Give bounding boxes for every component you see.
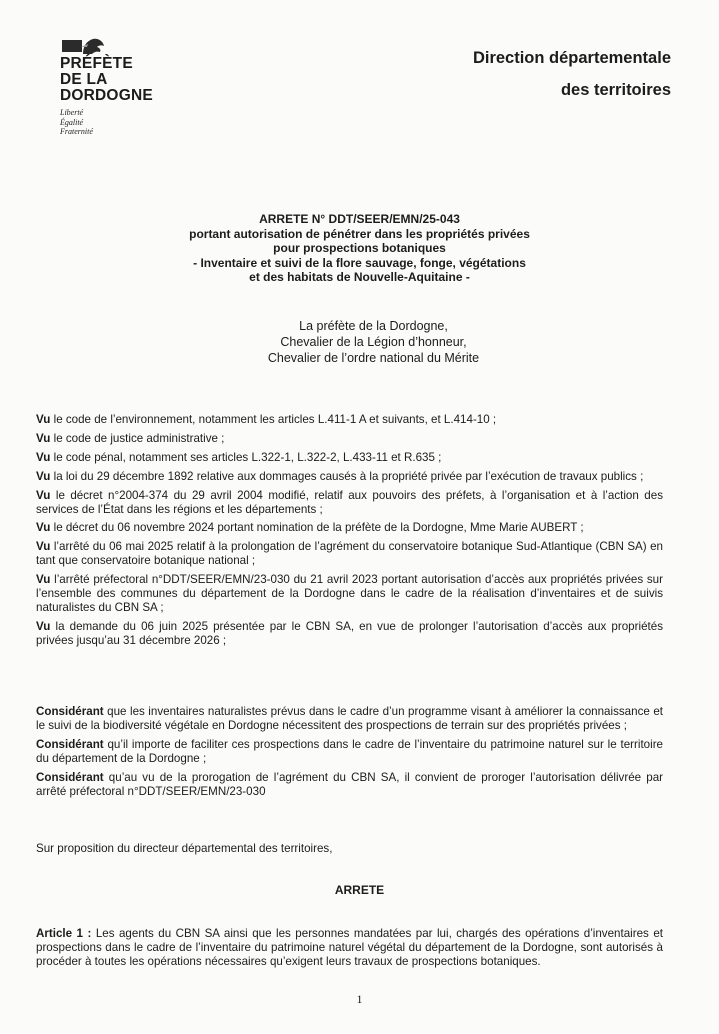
vu-item [36, 451, 663, 465]
vu-text: le décret du 06 novembre 2024 portant nomination de la préfète de la Dordogne, Mme Marie AUBERT ; [50, 521, 584, 535]
vu-item [36, 540, 663, 568]
vu-text: l’arrêté du 06 mai 2025 relatif à la prolongation de l’agrément du conservatoire botanique Sud-Atlantique (CBN SA) en tant que conservatoire botanique national ; [36, 540, 663, 568]
legal-references [36, 413, 663, 653]
decree-title [0, 212, 719, 285]
prefect-line-2: Chevalier de la Légion d’honneur, [280, 335, 467, 349]
marianne-icon [62, 38, 106, 54]
arrete-heading: ARRETE [334, 883, 385, 897]
vu-keyword: Vu [36, 521, 51, 535]
considerant-item [36, 771, 663, 799]
vu-keyword: Vu [36, 573, 51, 587]
vu-keyword: Vu [36, 413, 51, 426]
logo-line-3: DORDOGNE [60, 87, 153, 104]
direction-line-2: des territoires [560, 81, 671, 99]
page-number: 1 [356, 992, 363, 1006]
vu-item [36, 521, 663, 535]
vu-text: l’arrêté préfectoral n°DDT/SEER/EMN/23-030 du 21 avril 2023 portant autorisation d’accès aux propriétés privées sur l’ensemble des communes du département de la Dordogne dans le cadre de la réalisation d’inventaires et de suivis naturalistes du CBN SA ; [36, 573, 663, 614]
vu-keyword: Vu [36, 488, 51, 502]
prefect-titles [0, 318, 719, 366]
vu-text: la demande du 06 juin 2025 présentée par le CBN SA, en vue de prolonger l’autorisation d’accès aux propriétés privées jusqu’au 31 décembre 2026 ; [36, 619, 663, 647]
vu-text: la loi du 29 décembre 1892 relative aux dommages causés à la propriété privée par l’exécution de travaux publics ; [50, 469, 644, 483]
title-line-5: et des habitats de Nouvelle-Aquitaine - [249, 270, 470, 285]
considerant-keyword: Considérant [36, 737, 104, 751]
marianne-profile-icon [79, 38, 105, 54]
article-1 [36, 927, 663, 974]
considerant-keyword: Considérant [36, 770, 104, 784]
title-line-2: portant autorisation de pénétrer dans les propriétés privées [189, 226, 530, 241]
considerant-text: qu’il importe de faciliter ces prospections dans le cadre de l’inventaire du patrimoine naturel sur le territoire du département de la Dordogne ; [36, 737, 663, 765]
title-line-3: pour prospections botaniques [273, 241, 446, 256]
considerant-keyword: Considérant [36, 705, 104, 718]
considerant-item [36, 738, 663, 766]
logo-line-2: DE LA [60, 71, 108, 88]
motto-fraternite: Fraternité [60, 127, 93, 136]
prefect-line-3: Chevalier de l’ordre national du Mérite [267, 351, 480, 365]
vu-item [36, 489, 663, 517]
vu-item [36, 432, 663, 446]
vu-item [36, 413, 663, 427]
vu-item [36, 620, 663, 648]
vu-keyword: Vu [36, 540, 51, 554]
vu-item [36, 470, 663, 484]
motto-liberte: Liberté [60, 108, 84, 117]
vu-keyword: Vu [36, 431, 51, 445]
article-1-label: Article 1 : [36, 927, 92, 940]
vu-keyword: Vu [36, 469, 51, 483]
article-1-text: Les agents du CBN SA ainsi que les personnes mandatées par lui, chargés des opérations d’inventaires et prospections dans le cadre de l’inventaire du patrimoine naturel végétal du département de la Dordogne, sont autorisés à procéder à toutes les opérations nécessaires qu’exigent leurs travaux de prospections botaniques. [36, 927, 663, 968]
direction-line-1: Direction départementale [472, 49, 671, 67]
prefecture-logo [60, 38, 180, 137]
considerant-item [36, 705, 663, 733]
considerant-text: que les inventaires naturalistes prévus dans le cadre d’un programme visant à améliorer la connaissance et le suivi de la biodiversité végétale en Dordogne nécessitent des prospections de terrain sur des propriétés privées ; [36, 705, 663, 732]
motto-egalite: Égalité [60, 117, 84, 127]
vu-text: le code de justice administrative ; [50, 431, 225, 445]
vu-text: le code pénal, notamment ses articles L.322-1, L.322-2, L.433-11 et R.635 ; [50, 450, 442, 464]
vu-text: le décret n°2004-374 du 29 avril 2004 modifié, relatif aux pouvoirs des préfets, à l’organisation et à l’action des services de l’État dans les régions et les départements ; [36, 488, 663, 516]
vu-item [36, 573, 663, 615]
vu-text: le code de l’environnement, notamment les articles L.411-1 A et suivants, et L.414-10 ; [50, 413, 497, 426]
prefect-line-1: La préfète de la Dordogne, [299, 319, 448, 333]
issuing-direction [473, 42, 671, 106]
logo-line-1: PRÉFÈTE [60, 55, 133, 72]
considerations [36, 705, 663, 803]
republic-motto [60, 108, 180, 137]
considerant-text: qu’au vu de la prorogation de l’agrément du CBN SA, il convient de proroger l’autorisation délivrée par arrêté préfectoral n°DDT/SEER/EMN/23-030 [36, 770, 663, 798]
vu-keyword: Vu [36, 619, 51, 633]
vu-keyword: Vu [36, 450, 51, 464]
proposition-line: Sur proposition du directeur départemental des territoires, [36, 842, 333, 855]
title-line-4: - Inventaire et suivi de la flore sauvage, fonge, végétations [193, 255, 526, 270]
title-line-1: ARRETE N° DDT/SEER/EMN/25-043 [259, 212, 460, 226]
